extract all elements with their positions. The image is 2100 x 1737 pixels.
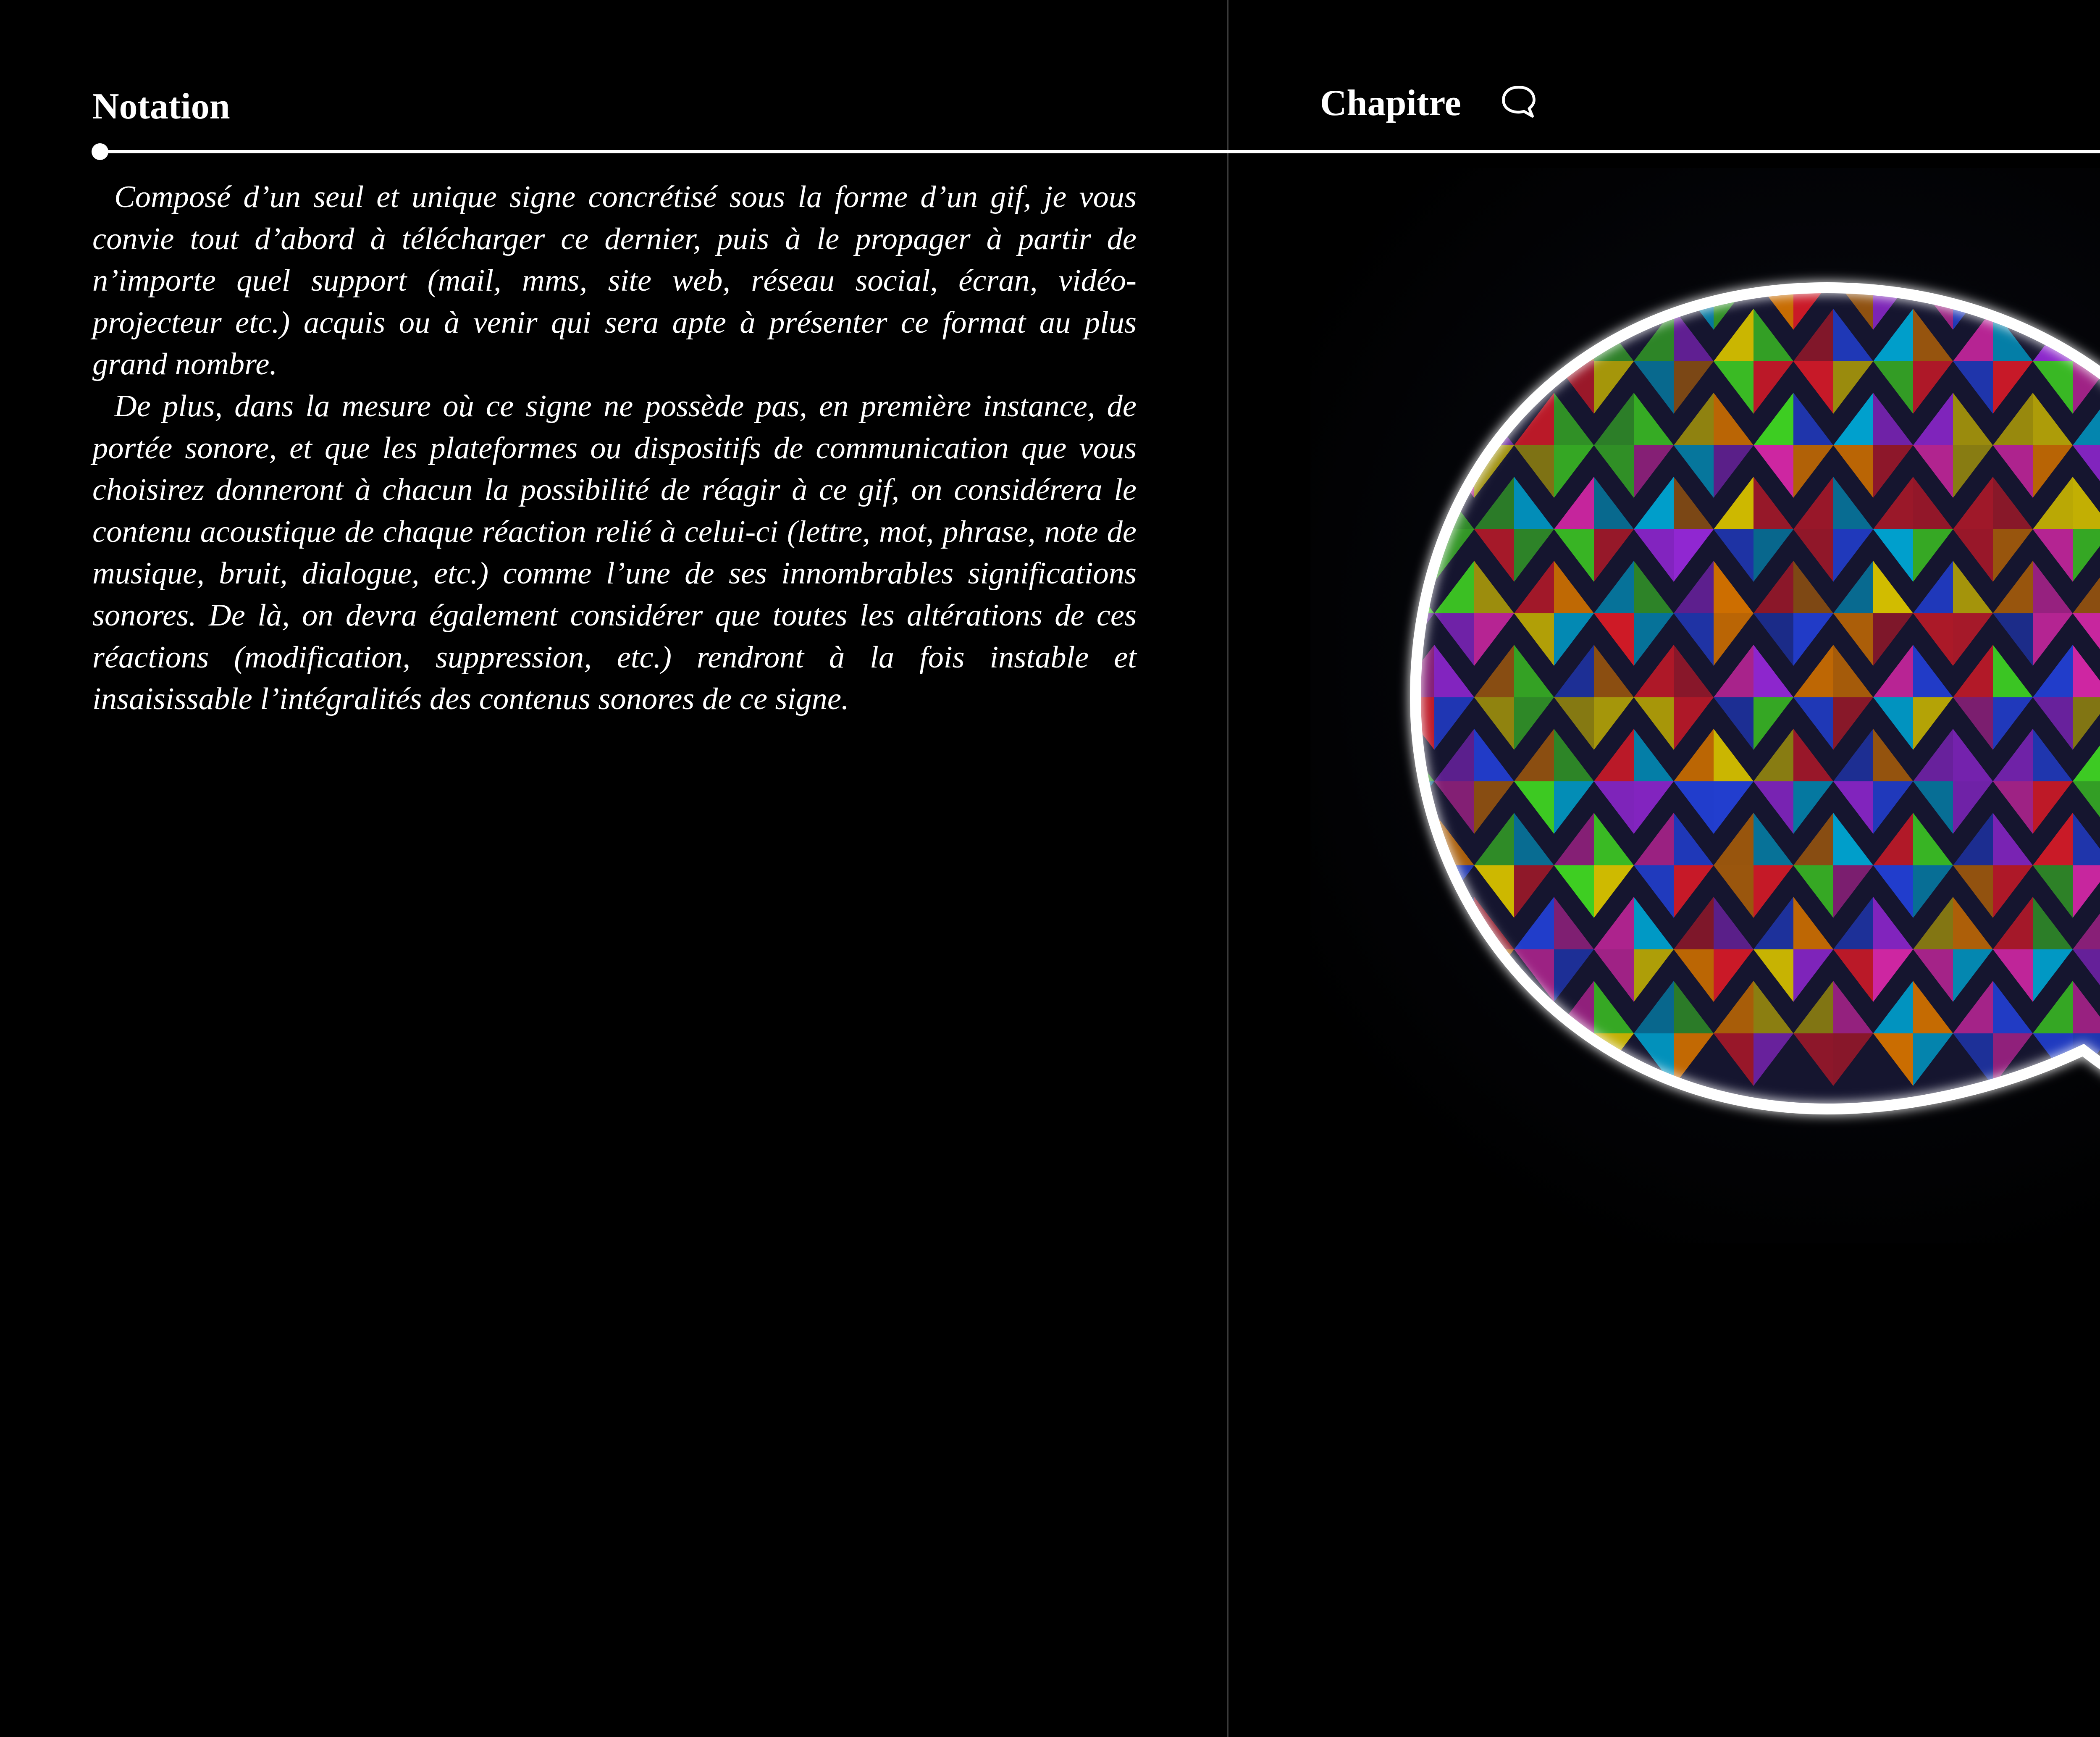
notation-paragraph: De plus, dans la mesure où ce signe ne possède pas, en première instance, de portée sonore, et que les plateformes ou dispositifs de communication que vous choisirez donneront à chacun la possibilité de réagir à ce gif, on considérera le contenu acoustique de chaque réaction relié à celui-ci (lettre, mot, phrase, note de musique, bruit, dialogue, etc.) comme l’une de ses innombrables significations sonores. De là, on devra également considérer que toutes les altérations de ces réactions (modification, suppression, etc.) rendront à la fois instable et insaisissable l’intégralités des contenus sonores de ce signe. <box>92 389 1137 717</box>
notation-text <box>92 176 1137 720</box>
header-rule <box>100 150 2100 153</box>
right-page-heading: Chapitre <box>1320 83 1461 124</box>
header-rule-dot <box>92 143 108 160</box>
holographic-speech-bubble <box>1310 168 2100 1243</box>
speech-bubble-figure <box>1310 168 2100 1243</box>
speech-bubble-icon <box>1499 82 1539 123</box>
page-gutter <box>1227 0 1228 1737</box>
left-page-heading: Notation <box>92 86 230 127</box>
notation-paragraph: Composé d’un seul et unique signe concrétisé sous la forme d’un gif, je vous convie tout d’abord à télécharger ce dernier, puis à le propager à partir de n’importe quel support (mail, mms, site web, réseau social, écran, vidéo-projecteur etc.) acquis ou à venir qui sera apte à présenter ce format au plus grand nombre. <box>92 180 1137 382</box>
